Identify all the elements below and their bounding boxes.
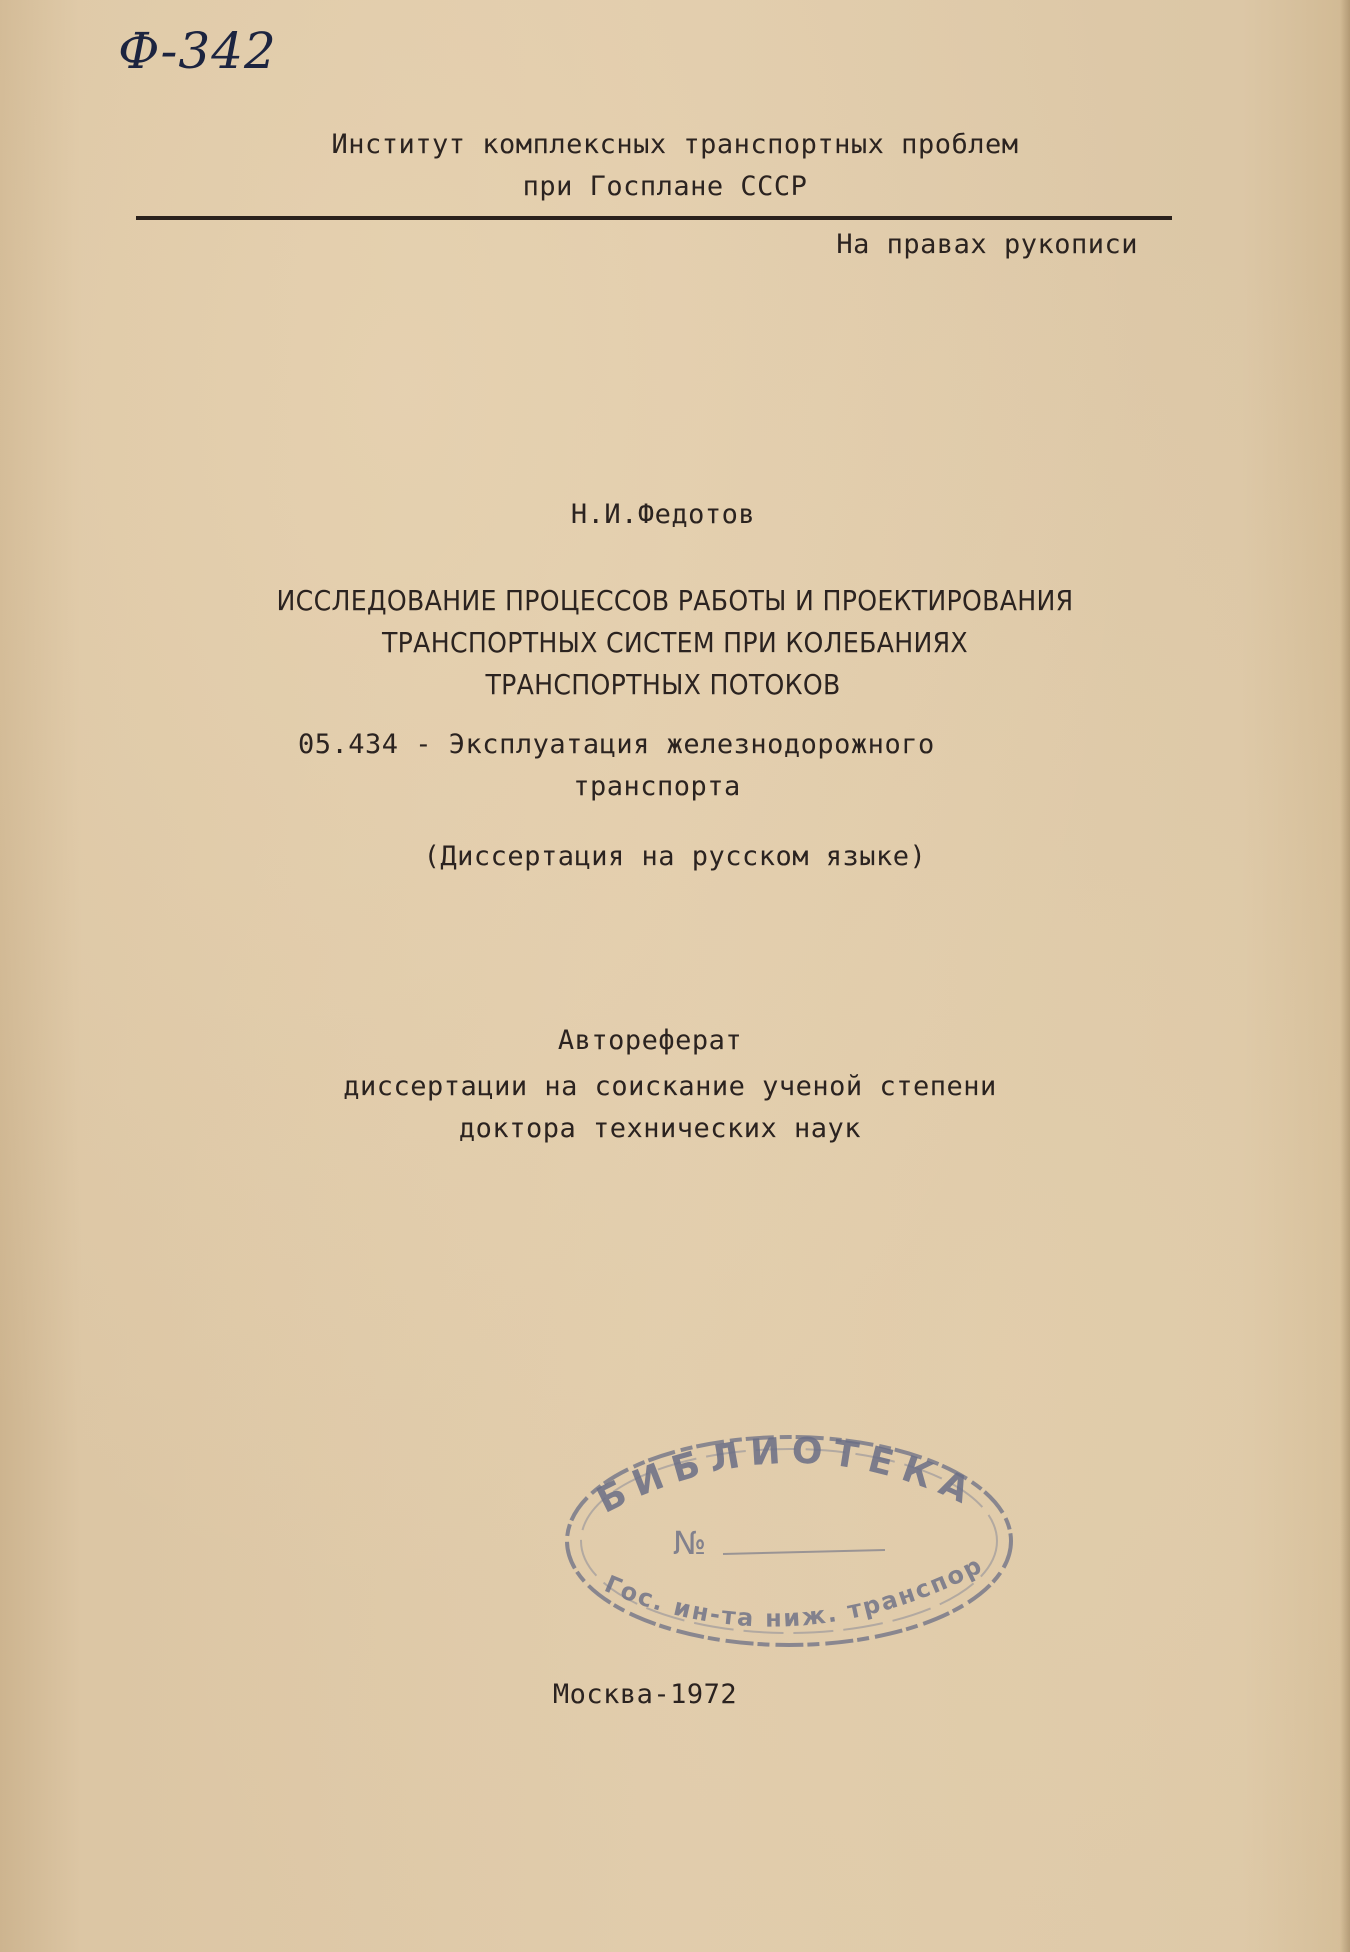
specialty-line-1: 05.434 - Эксплуатация железнодорожного xyxy=(298,729,935,760)
stamp-number-label: № xyxy=(673,1524,707,1562)
place-year: Москва-1972 xyxy=(552,1679,738,1710)
institute-line-2: при Госплане СССР xyxy=(522,171,808,202)
library-stamp xyxy=(555,1422,1023,1660)
specialty-line-2: транспорта xyxy=(573,771,741,802)
author-name: Н.И.Федотов xyxy=(570,499,756,530)
abstract-degree-line: диссертации на соискание ученой степени xyxy=(343,1071,997,1102)
library-stamp-graphic xyxy=(555,1422,1023,1660)
abstract-label: Автореферат xyxy=(557,1025,743,1056)
thesis-title-line-1: ИССЛЕДОВАНИЕ ПРОЦЕССОВ РАБОТЫ И ПРОЕКТИРОВАНИЯ xyxy=(276,584,1074,617)
abstract-doctor-line: доктора технических наук xyxy=(458,1113,862,1144)
header-divider xyxy=(136,216,1172,220)
thesis-title-line-2: ТРАНСПОРТНЫХ СИСТЕМ ПРИ КОЛЕБАНИЯХ xyxy=(382,626,968,659)
stamp-number-line xyxy=(723,1550,885,1554)
page-edge-shadow xyxy=(1340,0,1350,1952)
handwritten-catalog-number: Ф-342 xyxy=(118,22,277,80)
language-note: (Диссертация на русском языке) xyxy=(423,841,927,872)
stamp-top-text: БИБЛИОТЕКА xyxy=(590,1430,985,1522)
thesis-title-line-3: ТРАНСПОРТНЫХ ПОТОКОВ xyxy=(485,668,841,701)
rights-notice: На правах рукописи xyxy=(836,229,1138,260)
stamp-bottom-text: Гос. ин-та ниж. транспор xyxy=(600,1550,988,1633)
institute-line-1: Институт комплексных транспортных проблем xyxy=(331,129,1019,160)
